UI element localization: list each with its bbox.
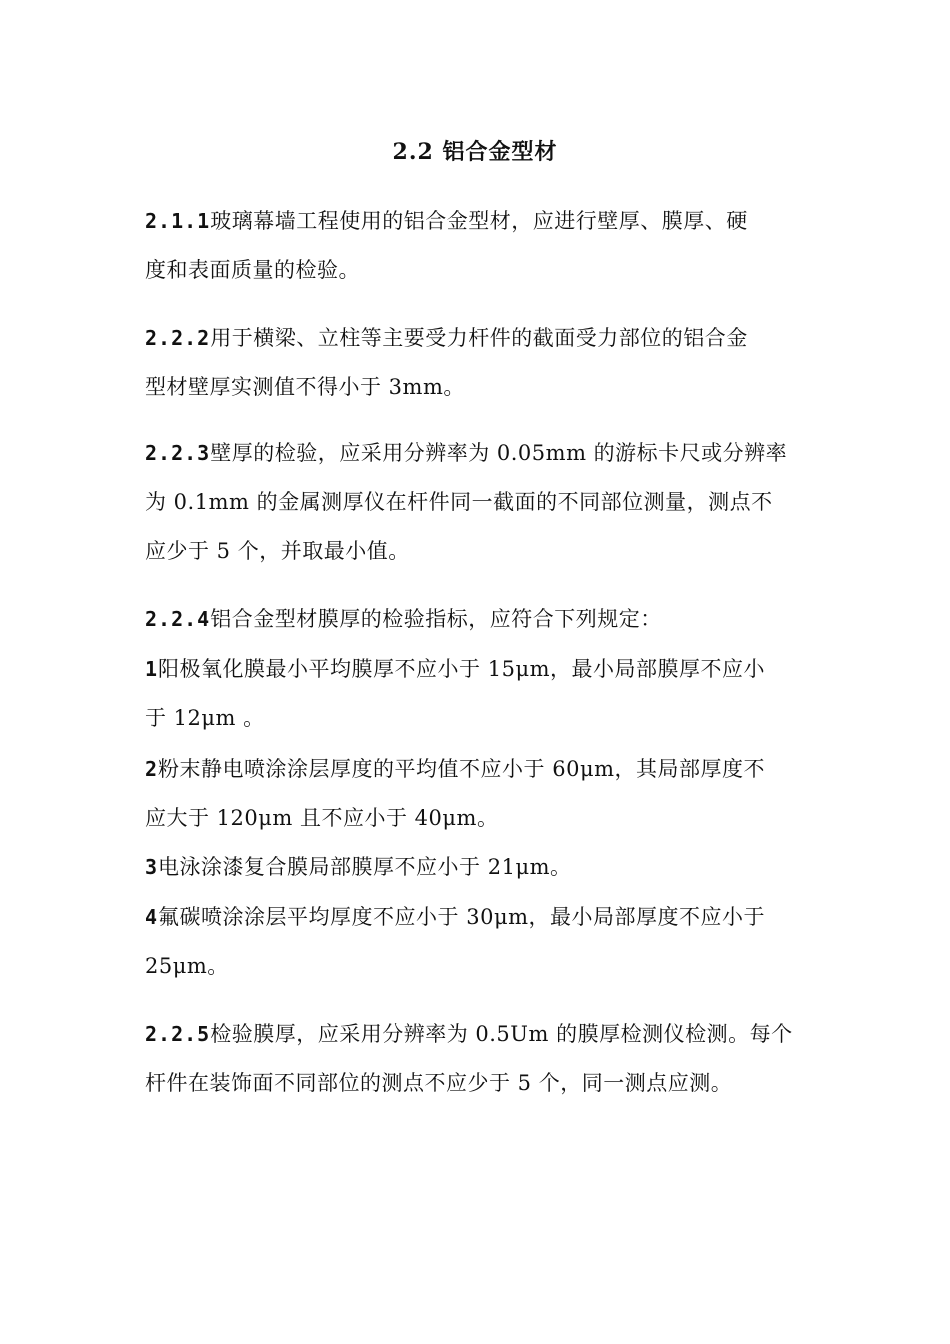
- section-title: 2.2 铝合金型材: [392, 139, 558, 165]
- clause-text: 壁厚的检验，应采用分辨率为 0.05mm 的游标卡尺或分辨率: [210, 441, 788, 465]
- clause-text: 检验膜厚，应采用分辨率为 0.5Um 的膜厚检测仪检测。每个: [210, 1022, 793, 1046]
- item-text: 电泳涂漆复合膜局部膜厚不应小于 21μm。: [158, 855, 572, 879]
- clause-2-2-2: [145, 314, 810, 412]
- clause-text: 为 0.1mm 的金属测厚仪在杆件同一截面的不同部位测量，测点不: [145, 490, 773, 514]
- clause-text: 用于横梁、立柱等主要受力杆件的截面受力部位的铝合金: [210, 326, 748, 350]
- list-item-3: [145, 843, 810, 892]
- clause-text: 度和表面质量的检验。: [145, 258, 360, 282]
- clause-number: 2.2.2: [145, 326, 211, 350]
- clause-number: 2.1.1: [145, 209, 211, 233]
- list-item-1: [145, 645, 810, 743]
- clause-text: 应少于 5 个，并取最小值。: [145, 539, 410, 563]
- clause-text: 铝合金型材膜厚的检验指标，应符合下列规定：: [210, 607, 662, 631]
- clause-2-2-3: [145, 429, 810, 576]
- list-item-4: [145, 893, 810, 991]
- clause-line: [145, 429, 810, 478]
- item-text: 25μm。: [145, 954, 229, 978]
- clause-line: [145, 314, 810, 363]
- item-text: 粉末静电喷涂涂层厚度的平均值不应小于 60μm，其局部厚度不: [158, 757, 766, 781]
- item-text: 阳极氧化膜最小平均膜厚不应小于 15μm，最小局部膜厚不应小: [158, 657, 766, 681]
- item-number: 1: [145, 657, 159, 681]
- clause-line: [145, 595, 810, 644]
- clause-2-1-1: [145, 197, 810, 295]
- item-text: 氟碳喷涂涂层平均厚度不应小于 30μm，最小局部厚度不应小于: [158, 905, 766, 929]
- clause-number: 2.2.3: [145, 441, 211, 465]
- item-number: 3: [145, 855, 159, 879]
- clause-text: 型材壁厚实测值不得小于 3mm。: [145, 375, 465, 399]
- clause-text: 玻璃幕墙工程使用的铝合金型材，应进行壁厚、膜厚、硬: [210, 209, 748, 233]
- item-text: 应大于 120μm 且不应小于 40μm。: [145, 806, 499, 830]
- list-item-2: [145, 745, 810, 843]
- clause-text: 杆件在装饰面不同部位的测点不应少于 5 个，同一测点应测。: [145, 1071, 733, 1095]
- clause-2-2-4: [145, 595, 810, 644]
- clause-2-2-5: [145, 1010, 810, 1108]
- item-number: 4: [145, 905, 159, 929]
- clause-line: [145, 745, 810, 794]
- clause-number: 2.2.5: [145, 1022, 211, 1046]
- clause-line: [145, 843, 810, 892]
- item-number: 2: [145, 757, 159, 781]
- clause-line: [145, 645, 810, 694]
- clause-number: 2.2.4: [145, 607, 211, 631]
- clause-line: [145, 893, 810, 942]
- clause-line: [145, 1010, 810, 1059]
- clause-line: [145, 197, 810, 246]
- item-text: 于 12μm 。: [145, 706, 265, 730]
